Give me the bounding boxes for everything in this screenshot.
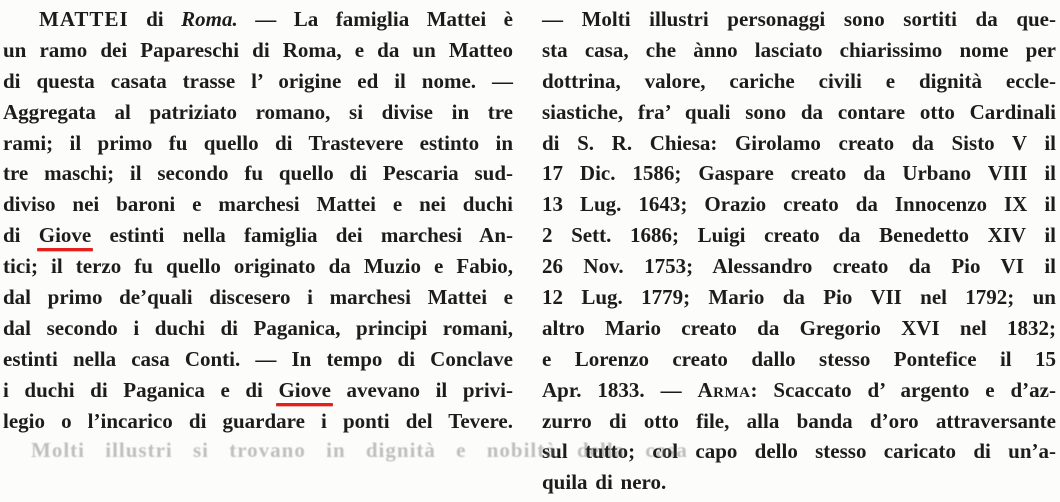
text-line (542, 158, 1056, 189)
text-line (3, 282, 513, 313)
text-line (3, 158, 513, 189)
text-line (542, 467, 1056, 498)
text-line (3, 66, 513, 97)
text-line (3, 189, 513, 220)
text-segment: estinti nella famiglia dei marchesi An- (91, 223, 514, 248)
text-segment: Aggregata al patriziato romano, si divise in tre (3, 99, 513, 124)
text-line (542, 406, 1056, 437)
text-line (542, 251, 1056, 282)
text-segment: Apr. 1833. — (542, 377, 698, 402)
text-segment: di S. R. Chiesa: Girolamo creato da Sisto V il (542, 130, 1056, 155)
text-line (542, 128, 1056, 159)
text-segment: zurro di otto file, alla banda d’oro attraversante (542, 408, 1056, 433)
text-line (542, 282, 1056, 313)
text-line (3, 313, 513, 344)
text-segment: e Lorenzo creato dallo stesso Pontefice il 15 (542, 346, 1056, 371)
text-line (542, 313, 1056, 344)
red-underlined-word: Giove (278, 377, 331, 402)
text-segment: 12 Lug. 1779; Mario da Pio VII nel 1792; un (542, 285, 1056, 310)
text-segment: sta casa, che ànno lasciato chiarissimo nome per (542, 37, 1056, 62)
text-segment: tici; il terzo fu quello originato da Muzio e Fabio, (3, 254, 513, 279)
text-segment: 17 Dic. 1586; Gaspare creato da Urbano VIII il (542, 161, 1056, 186)
text-segment: 26 Nov. 1753; Alessandro creato da Pio VI il (542, 254, 1056, 279)
text-line (3, 406, 513, 437)
text-segment: 2 Sett. 1686; Luigi creato da Benedetto XIV il (542, 223, 1056, 248)
text-line (542, 35, 1056, 66)
text-segment: rami; il primo fu quello di Trastevere estinto in (3, 130, 513, 155)
text-line (3, 375, 513, 406)
text-line (3, 35, 513, 66)
text-segment: — La famiglia Mattei è (237, 7, 514, 31)
text-line (3, 97, 513, 128)
text-line (3, 344, 513, 375)
text-segment: — Molti illustri personaggi sono sortiti da que- (542, 7, 1056, 31)
text-line (3, 251, 513, 282)
text-line (542, 344, 1056, 375)
entry-headword: MATTEI (39, 7, 129, 31)
text-line (542, 97, 1056, 128)
text-segment: siastiche, fra’ quali sono da contare otto Cardinali (542, 99, 1056, 124)
smallcaps-text: Arma (697, 377, 751, 402)
text-segment: diviso nei baroni e marchesi Mattei e nei duchi (3, 192, 513, 217)
text-segment: quila di nero. (542, 470, 667, 495)
text-segment: legio o l’incarico di guardare i ponti del Tevere. (3, 408, 513, 433)
text-line (542, 4, 1056, 35)
text-line (542, 220, 1056, 251)
text-line (3, 128, 513, 159)
text-segment: dal secondo i duchi di Paganica, principi romani, (3, 315, 513, 340)
italic-text: Roma. (181, 7, 238, 31)
text-segment: avevano il privi- (330, 377, 513, 402)
text-line (542, 189, 1056, 220)
red-underlined-word: Giove (38, 223, 92, 248)
text-segment: i duchi di Paganica e di (3, 377, 279, 402)
text-line (3, 4, 513, 35)
text-segment: altro Mario creato da Gregorio XVI nel 1832; (542, 315, 1056, 340)
text-segment: dal primo de’quali discesero i marchesi Mattei e (3, 285, 513, 310)
clipped-line-fragment: Molti illustri si trovano in dignità e nobiltà della casa (31, 438, 688, 463)
text-segment: tre maschi; il secondo fu quello di Pescaria sud- (3, 161, 513, 186)
text-segment: di (3, 223, 39, 248)
text-segment: un ramo dei Papareschi di Roma, e da un Matteo (3, 37, 513, 62)
text-line (3, 220, 513, 251)
text-segment: di questa casata trasse l’ origine ed il nome. — (3, 68, 513, 93)
text-segment: dottrina, valore, cariche civili e dignità eccle- (542, 68, 1056, 93)
text-segment: 13 Lug. 1643; Orazio creato da Innocenzo IX il (542, 192, 1056, 217)
text-segment: estinti nella casa Conti. — In tempo di Conclave (3, 346, 513, 371)
text-segment: sul tutto; col capo dello stesso caricato di un’a- (542, 439, 1056, 464)
text-segment: : Scaccato d’ argento e d’az- (750, 377, 1056, 402)
text-line (542, 66, 1056, 97)
text-segment: di (128, 7, 182, 31)
text-line (542, 375, 1056, 406)
right-text-column (542, 4, 1056, 502)
